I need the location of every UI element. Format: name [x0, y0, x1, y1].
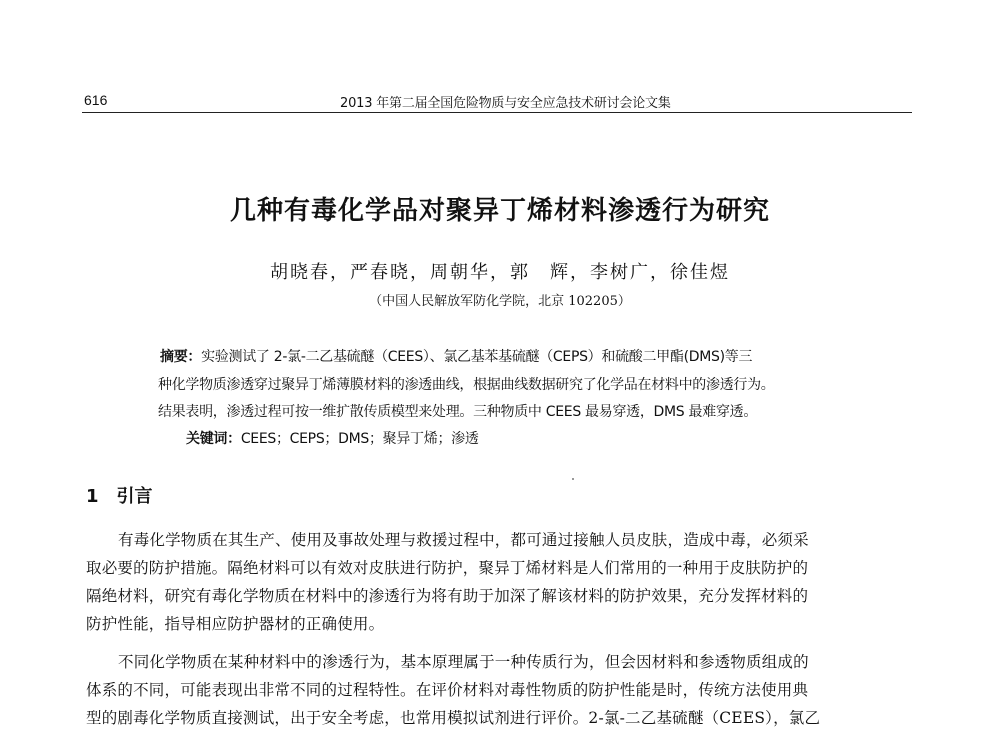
affiliation: （中国人民解放军防化学院，北京 102205）	[369, 294, 631, 309]
keywords-text: CEES；CEPS；DMS；聚异丁烯；渗透	[240, 431, 479, 447]
abstract-line-2: 种化学物质渗透穿过聚异丁烯薄膜材料的渗透曲线，根据曲线数据研究了化学品在材料中的渗透行为。	[158, 377, 775, 393]
keywords-label: 关键词：	[186, 431, 241, 447]
body-line: 型的剧毒化学物质直接测试，出于安全考虑，也常用模拟试剂进行评价。2-氯-二乙基硫醚（CEES），氯乙	[86, 709, 821, 727]
section-title: 引言	[116, 486, 153, 507]
abstract-line-3: 结果表明，渗透过程可按一维扩散传质模型来处理。三种物质中 CEES 最易穿透，DMS 最难穿透。	[158, 404, 758, 420]
body-line: 体系的不同，可能表现出非常不同的过程特性。在评价材料对毒性物质的防护性能是时，传统方法使用典	[86, 681, 809, 699]
keywords-line	[186, 428, 479, 448]
page-number: 616	[84, 92, 108, 108]
abstract-text-1: 实验测试了 2-氯-二乙基硫醚（CEES）、氯乙基苯基硫醚（CEPS）和硫酸二甲酯(DMS)等三	[201, 349, 753, 365]
body-line: 有毒化学物质在其生产、使用及事故处理与救援过程中，都可通过接触人员皮肤，造成中毒，必须采	[118, 531, 809, 549]
speck	[572, 478, 574, 480]
body-line: 不同化学物质在某种材料中的渗透行为，基本原理属于一种传质行为，但会因材料和参透物质组成的	[118, 653, 809, 671]
paper-title: 几种有毒化学品对聚异丁烯材料渗透行为研究	[229, 196, 770, 226]
body-line: 隔绝材料，研究有毒化学物质在材料中的渗透行为将有助于加深了解该材料的防护效果，充分发挥材料的	[86, 587, 809, 605]
body-line: 取必要的防护措施。隔绝材料可以有效对皮肤进行防护，聚异丁烯材料是人们常用的一种用于皮肤防护的	[86, 559, 809, 577]
abstract-label: 摘要：	[160, 349, 202, 365]
abstract-line-1	[160, 346, 752, 366]
header-divider	[82, 112, 912, 113]
section-number: 1	[86, 486, 99, 507]
body-line: 防护性能，指导相应防护器材的正确使用。	[86, 615, 385, 633]
running-head: 2013 年第二届全国危险物质与安全应急技术研讨会论文集	[340, 96, 671, 111]
section-heading	[86, 482, 153, 508]
author-list: 胡晓春，严春晓，周朝华，郭 辉，李树广，徐佳煜	[270, 262, 730, 283]
